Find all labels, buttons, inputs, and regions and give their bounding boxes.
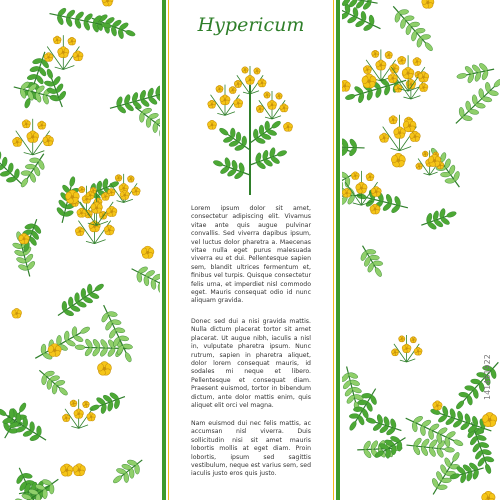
hypericum-flower-icon	[388, 116, 397, 125]
leaf-icon	[421, 208, 457, 231]
leaf-icon	[456, 78, 500, 123]
hypericum-flower-icon	[412, 58, 421, 67]
hypericum-flower-icon	[342, 80, 351, 92]
hypericum-flower-icon	[73, 409, 84, 419]
page-title: Hypericum	[197, 14, 305, 36]
botanical-pattern-right	[342, 0, 500, 500]
hypericum-flower-icon	[60, 464, 74, 477]
leaf-icon	[342, 366, 364, 412]
border-yellow-right	[333, 0, 334, 500]
leaf-icon	[250, 147, 287, 170]
hypericum-flower-icon	[351, 172, 360, 181]
hypericum-flower-icon	[398, 336, 405, 343]
hypericum-flower-icon	[369, 204, 380, 215]
leaf-icon	[218, 127, 250, 152]
hypericum-flower-icon	[97, 362, 113, 377]
leaf-icon	[0, 147, 22, 184]
hypericum-flower-icon	[57, 47, 70, 59]
hypericum-flower-icon	[422, 151, 428, 157]
border-yellow-left	[168, 0, 169, 500]
leaf-icon	[360, 246, 383, 278]
hypericum-flower-icon	[42, 135, 54, 146]
leaf-icon	[35, 326, 90, 361]
hypericum-flower-icon	[141, 246, 155, 259]
body-paragraph-1: Lorem ipsum dolor sit amet, consectetur adipiscing elit. Vivamus vitae ante quis augue pulvinar convallis. Sed viverra dapibus ipsum, vel luctus dolor pharetra a. Maecenas vitae nulla eget purus malesuada viverra eu et dui. Pellentesque sapien sem, blandit ultrices fermentum et, finibus vel turpis. Quisque consectetur felis urna, et imperdiet nisl commodo eget. Mauris consequat odio id nunc aliquam gravida.	[191, 205, 311, 305]
leaf-icon	[365, 414, 401, 437]
hypericum-flower-icon	[62, 414, 71, 422]
hypericum-plant-icon	[190, 55, 310, 200]
hypericum-flower-icon	[385, 51, 393, 59]
body-paragraph-3: Nam euismod dui nec felis mattis, ac accumsan nisl viverra. Duis sollicitudin nisi sit amet mauris lobortis mollis at eget diam. Proin lobortis, ipsum sed sagittis vestibulum, neque est varius sem, sed iaculis justo eros quis justo.	[191, 420, 311, 478]
hypericum-flower-icon	[75, 227, 85, 237]
hypericum-flower-icon	[409, 131, 421, 142]
stock-id-watermark: 141461922	[483, 354, 492, 400]
hypericum-flower-icon	[72, 464, 86, 477]
hypericum-flower-icon	[37, 121, 46, 130]
hypericum-flower-icon	[419, 83, 429, 92]
hypericum-flower-icon	[379, 133, 390, 143]
leaf-icon	[213, 157, 250, 180]
hypericum-flower-icon	[283, 122, 293, 132]
leaf-icon	[342, 3, 380, 32]
hypericum-flower-icon	[106, 206, 118, 217]
leaf-icon	[110, 85, 160, 114]
hypericum-flower-icon	[72, 51, 83, 62]
hypericum-flower-icon	[355, 182, 368, 194]
leaf-icon	[135, 107, 160, 151]
hypericum-flower-icon	[207, 120, 217, 130]
leaf-icon	[431, 451, 461, 494]
hypericum-flower-icon	[82, 401, 90, 408]
hypericum-flower-icon	[86, 413, 96, 422]
hypericum-flower-icon	[12, 137, 23, 147]
hypericum-flower-icon	[414, 347, 423, 356]
leaf-icon	[250, 120, 282, 145]
hypericum-flower-icon	[26, 131, 39, 144]
hypericum-flower-icon	[78, 186, 85, 193]
botanical-pattern-left	[0, 0, 160, 500]
border-green-right	[336, 0, 340, 500]
hypericum-flower-icon	[263, 92, 270, 99]
leaf-icon	[39, 370, 68, 396]
hypericum-flower-icon	[233, 99, 243, 109]
hypericum-flower-icon	[481, 491, 496, 500]
hypericum-flower-icon	[241, 67, 248, 74]
hypericum-flower-icon	[415, 163, 422, 170]
hypericum-flower-icon	[207, 100, 216, 109]
hypericum-flower-icon	[115, 175, 122, 182]
hypericum-flower-icon	[245, 75, 255, 85]
hypericum-flower-icon	[127, 176, 134, 183]
hypericum-flower-icon	[131, 187, 141, 196]
hypericum-flower-icon	[363, 65, 372, 74]
hypericum-flower-icon	[417, 72, 429, 83]
hypericum-flower-icon	[219, 95, 230, 106]
leaf-icon	[89, 391, 125, 414]
hypericum-flower-icon	[402, 344, 412, 354]
leaf-icon	[393, 6, 434, 52]
hypericum-flower-icon	[104, 225, 115, 236]
leaf-icon	[20, 154, 46, 188]
hypericum-flower-icon	[375, 60, 387, 71]
hypericum-flower-icon	[101, 0, 113, 7]
hypericum-flower-icon	[405, 79, 416, 89]
hypericum-flower-icon	[234, 80, 242, 88]
hypericum-flower-icon	[401, 67, 414, 80]
hypericum-flower-icon	[215, 85, 223, 93]
hypericum-flower-icon	[67, 37, 76, 45]
hypericum-flower-icon	[229, 87, 237, 95]
hypericum-flower-icon	[389, 64, 399, 74]
border-green-left	[162, 0, 166, 500]
leaf-icon	[342, 137, 365, 157]
hypericum-flower-icon	[257, 79, 266, 88]
hypericum-flower-icon	[410, 337, 417, 344]
hypericum-flower-icon	[275, 93, 282, 100]
body-paragraph-2: Donec sed dui a nisi gravida mattis. Nulla dictum placerat tortor sit amet placerat. Ut augue nibh, iaculis a nisl in, vulputate pharetra ipsum. Nunc rutrum, sapien in pharetra aliquet, dolor lorem consequat mauris, id sodales mi neque et libero. Pellentesque et consequat diam. Praesent euismod, tortor in bibendum dictum, ante dolor mattis enim, quis aliquet elit orci vel magna.	[191, 318, 311, 410]
hypericum-flower-icon	[53, 36, 62, 44]
hypericum-flower-icon	[366, 173, 375, 182]
hypericum-flower-icon	[253, 68, 260, 75]
hypericum-flower-icon	[397, 56, 406, 65]
hypericum-flower-icon	[421, 0, 435, 9]
hypericum-flower-icon	[391, 349, 399, 357]
leaf-icon	[58, 283, 105, 317]
hypericum-flower-icon	[267, 100, 277, 110]
hypericum-flower-icon	[371, 50, 379, 58]
hypericum-flower-icon	[279, 104, 288, 113]
hypericum-flower-icon	[11, 308, 22, 319]
hypericum-flower-icon	[256, 105, 264, 113]
leaf-icon	[456, 62, 494, 84]
leaf-icon	[112, 459, 142, 484]
hypericum-flower-icon	[390, 153, 406, 168]
hypericum-flower-icon	[70, 400, 78, 407]
hypericum-flower-icon	[22, 120, 31, 129]
leaf-icon	[132, 266, 160, 294]
